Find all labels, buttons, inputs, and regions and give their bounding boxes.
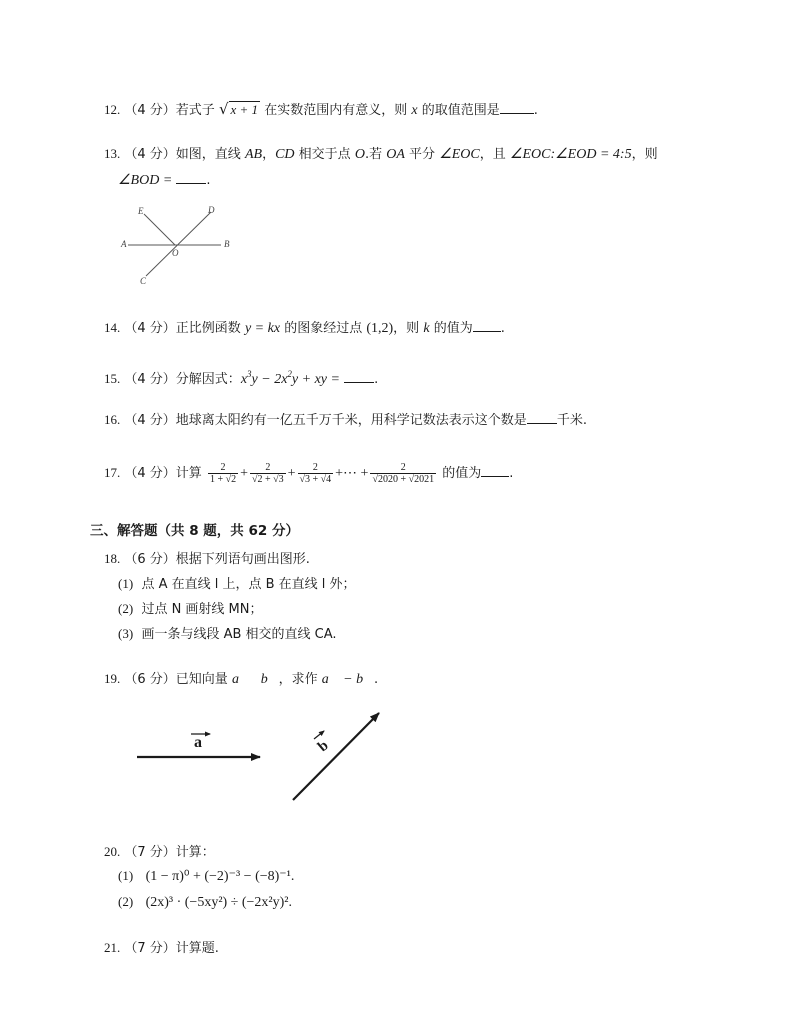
- question-text: 的取值范围是: [421, 103, 500, 118]
- math-expr: ∠EOC:∠EOD = 4:5: [509, 147, 632, 162]
- math-expr: ∠EOC: [439, 147, 480, 162]
- question-text: 平分: [409, 147, 436, 162]
- question-text: 计算: [175, 466, 202, 481]
- sub-expression: (2x)³ · (−5xy²) ÷ (−2x²y)².: [145, 895, 292, 910]
- math-var: k: [423, 321, 430, 336]
- period: .: [500, 321, 505, 336]
- denominator: 1 + √2: [209, 474, 237, 485]
- question-text: 在实数范围内有意义，则: [264, 103, 408, 118]
- sub-number: (2): [118, 894, 134, 909]
- question-text: 的值为: [442, 466, 482, 481]
- question-13: [104, 145, 658, 164]
- period: .: [533, 103, 538, 118]
- numerator: 2: [208, 462, 238, 474]
- vector-b-arrow: [293, 713, 379, 800]
- question-16: [104, 411, 587, 430]
- question-number: 19.: [104, 671, 121, 686]
- math-expr: [240, 369, 340, 387]
- question-text: 的值为: [433, 321, 473, 336]
- denominator: √2 + √3: [252, 474, 284, 485]
- line-cd: [146, 212, 211, 276]
- expr-part: y + xy =: [291, 372, 340, 387]
- question-13-cont: [118, 171, 211, 190]
- expr-part: x: [240, 372, 248, 387]
- question-number: 18.: [104, 551, 121, 566]
- math-var: AB: [244, 147, 263, 162]
- question-text: 已知向量: [175, 672, 228, 687]
- score: （7 分）: [124, 845, 176, 860]
- score: （4 分）: [124, 321, 176, 336]
- math-var: CD: [275, 147, 295, 162]
- math-var: x: [411, 103, 418, 118]
- sqrt-expression: √ x + 1: [218, 100, 259, 118]
- label-b: B: [224, 239, 230, 249]
- sub-item-3: [118, 625, 337, 644]
- label-e: E: [138, 206, 144, 216]
- fraction: [298, 462, 334, 485]
- answer-blank[interactable]: [344, 370, 374, 383]
- sub-item-2: [118, 893, 292, 912]
- answer-blank[interactable]: [176, 171, 206, 184]
- math-var: O: [354, 147, 365, 162]
- label-o: O: [172, 248, 179, 258]
- exponent: 3: [247, 369, 252, 379]
- math-expr: ∠BOD =: [118, 173, 173, 188]
- question-text: 分解因式：: [175, 372, 241, 387]
- question-18: [104, 550, 310, 569]
- answer-blank[interactable]: [527, 411, 557, 424]
- sub-text: 点 A 在直线 l 上，点 B 在直线 l 外；: [141, 577, 356, 592]
- period: .: [374, 672, 379, 687]
- score: （6 分）: [124, 552, 176, 567]
- score: （4 分）: [124, 372, 176, 387]
- fraction: [208, 462, 238, 485]
- fraction: [250, 462, 286, 485]
- score: （4 分）: [124, 147, 176, 162]
- vector-b-label-arrow: [314, 731, 324, 739]
- score: （4 分）: [124, 466, 176, 481]
- numerator: 2: [250, 462, 286, 474]
- question-12: [104, 100, 538, 120]
- question-14: [104, 319, 505, 338]
- question-text: 地球离太阳约有一亿五千万千米，用科学记数法表示这个数是: [175, 413, 527, 428]
- ray-oe: [144, 214, 175, 245]
- sub-number: (2): [118, 601, 134, 616]
- sub-text: 过点 N 画射线 MN；: [141, 602, 263, 617]
- section-title: 三、解答题（共 8 题，共 62 分）: [90, 523, 299, 539]
- question-20: [104, 843, 215, 862]
- intersecting-lines-figure: [118, 202, 238, 292]
- question-number: 17.: [104, 465, 121, 480]
- question-text: .若: [364, 147, 383, 162]
- question-number: 15.: [104, 371, 121, 386]
- label-c: C: [140, 276, 147, 286]
- question-text: 计算：: [175, 845, 215, 860]
- question-text: 正比例函数: [175, 321, 241, 336]
- period: .: [509, 466, 514, 481]
- expr-part: y − 2x: [251, 372, 288, 387]
- sub-expression: (1 − π)⁰ + (−2)⁻³ − (−8)⁻¹.: [145, 869, 295, 884]
- question-15: [104, 365, 378, 389]
- question-number: 16.: [104, 412, 121, 427]
- label-d: D: [208, 205, 215, 215]
- exponent: 2: [287, 369, 292, 379]
- vector-b-label: b: [315, 737, 332, 756]
- sub-number: (1): [118, 868, 134, 883]
- numerator: 2: [298, 462, 334, 474]
- fraction: [370, 462, 436, 485]
- question-text: 相交于点: [298, 147, 351, 162]
- plus-sign: +: [287, 466, 296, 481]
- question-text: 若式子: [175, 103, 215, 118]
- sub-number: (1): [118, 576, 134, 591]
- math-expr: (1,2): [366, 321, 394, 336]
- answer-blank[interactable]: [473, 319, 501, 332]
- numerator: 2: [370, 462, 436, 474]
- sub-item-1: [118, 575, 356, 594]
- question-21: [104, 939, 219, 958]
- question-text: ，则: [393, 321, 420, 336]
- question-number: 20.: [104, 844, 121, 859]
- question-number: 14.: [104, 320, 121, 335]
- plus-sign: +: [240, 466, 248, 481]
- question-text: 计算题.: [175, 941, 219, 956]
- sub-item-1: [118, 867, 294, 886]
- question-number: 12.: [104, 102, 121, 117]
- score: （7 分）: [124, 941, 176, 956]
- question-number: 13.: [104, 146, 121, 161]
- sub-text: 画一条与线段 AB 相交的直线 CA.: [141, 627, 337, 642]
- question-text: 的图象经过点: [284, 321, 363, 336]
- score: （4 分）: [124, 103, 176, 118]
- vectors-figure: [130, 705, 390, 810]
- question-17: [104, 462, 513, 485]
- score: （6 分）: [124, 672, 176, 687]
- question-text: ，且: [479, 147, 506, 162]
- answer-blank[interactable]: [500, 101, 534, 114]
- math-expr: a⃗ − b⃗: [321, 672, 375, 687]
- sub-item-2: [118, 600, 263, 619]
- question-text: 如图，直线: [175, 147, 241, 162]
- period: .: [206, 173, 211, 188]
- math-var: OA: [386, 147, 405, 162]
- denominator: √3 + √4: [299, 474, 332, 485]
- vector-a-label: a: [194, 734, 202, 751]
- math-expr: a⃗，b⃗: [231, 672, 279, 687]
- period: .: [374, 372, 379, 387]
- sub-number: (3): [118, 626, 134, 641]
- question-number: 21.: [104, 940, 121, 955]
- ellipsis: +⋯ +: [335, 466, 369, 481]
- answer-blank[interactable]: [481, 464, 509, 477]
- separator: ，: [262, 147, 276, 162]
- question-text: ，求作: [278, 672, 318, 687]
- question-19: [104, 670, 378, 689]
- question-text: ，则: [631, 147, 658, 162]
- denominator: √2020 + √2021: [372, 474, 435, 485]
- math-expr: y = kx: [244, 321, 281, 336]
- question-text: 千米.: [556, 413, 587, 428]
- question-text: 根据下列语句画出图形.: [175, 552, 310, 567]
- score: （4 分）: [124, 413, 176, 428]
- label-a: A: [121, 239, 127, 249]
